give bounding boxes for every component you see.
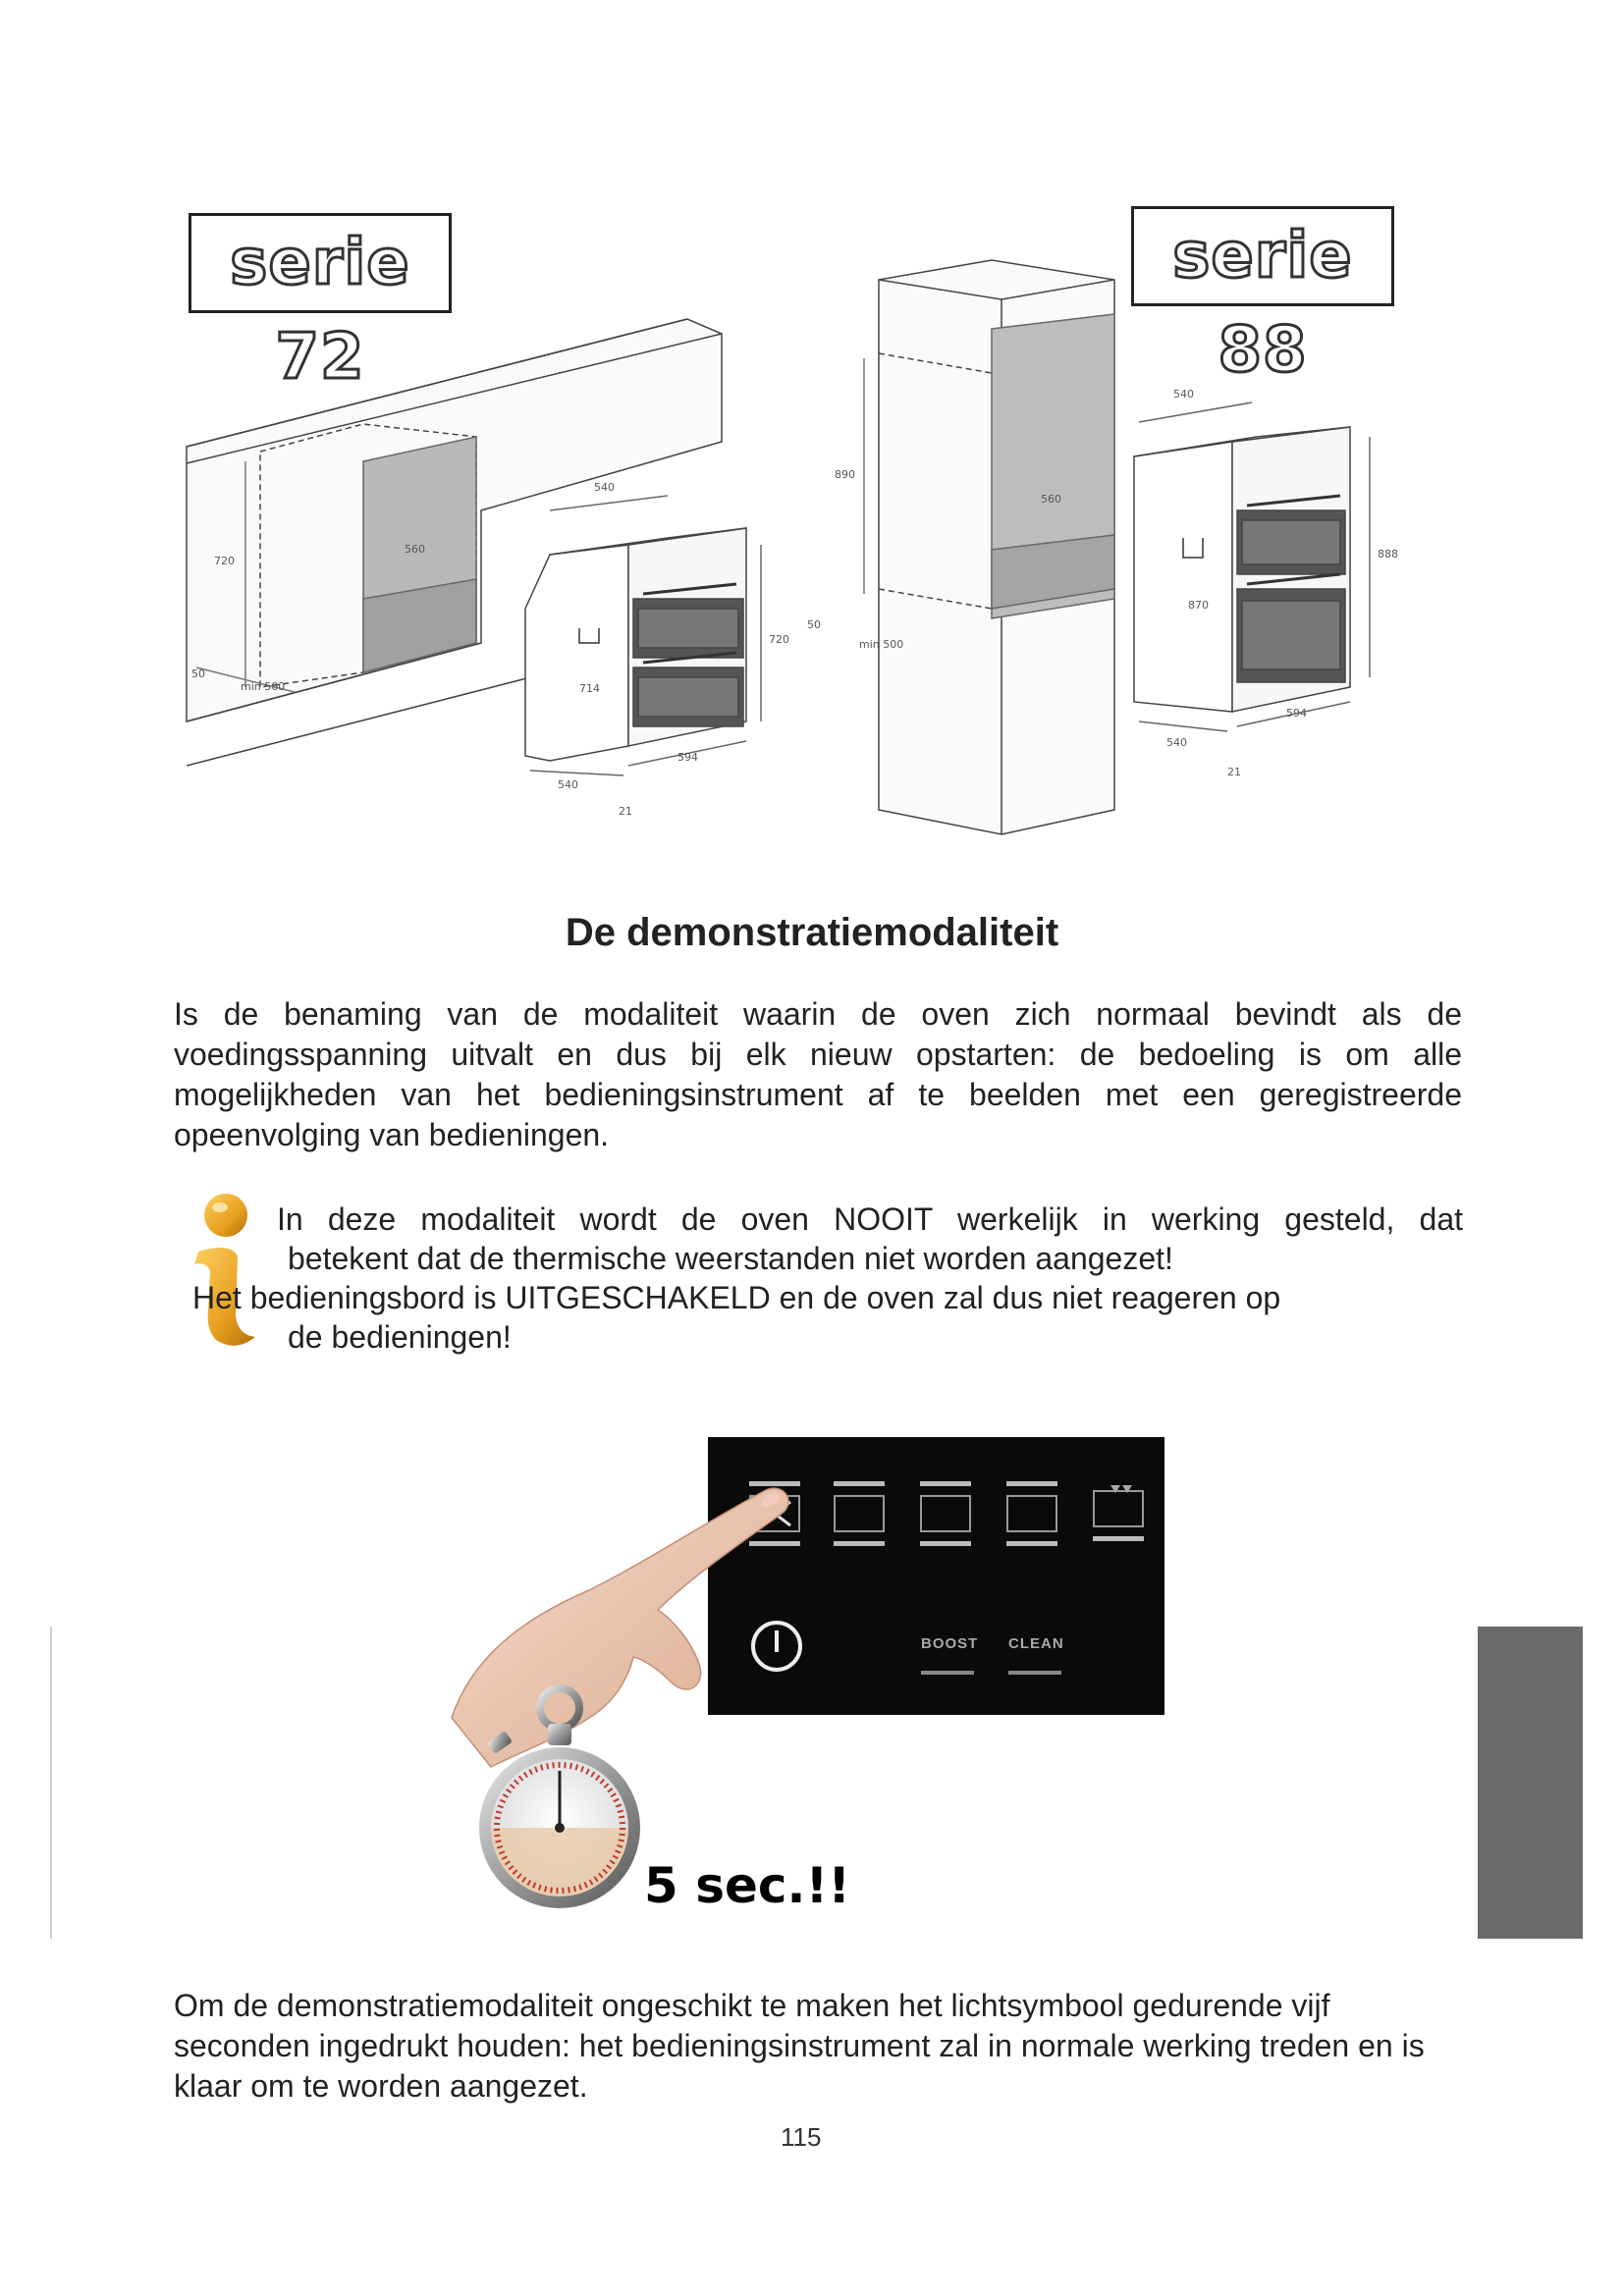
dim-label: 540: [558, 778, 578, 791]
dim-label: 560: [1041, 493, 1061, 506]
function-key-5[interactable]: [1093, 1481, 1144, 1541]
info-note-line: Het bedieningsbord is UITGESCHAKELD en de oven zal dus niet reageren op: [192, 1280, 1281, 1315]
function-key-4[interactable]: [1006, 1481, 1057, 1546]
section-title: De demonstratiemodaliteit: [565, 911, 1059, 954]
info-note-line: betekent dat de thermische weerstanden niet worden aangezet!: [288, 1241, 1173, 1276]
function-key-3[interactable]: [920, 1481, 971, 1546]
intro-paragraph: Is de benaming van de modaliteit waarin de oven zich normaal bevindt als de voedingsspanning uitvalt en dus bij elk nieuw opstarten: de bedoeling is om alle mogelijkheden van het bedieningsinstrument af te beelden met een geregistreerde opeenvolging van bedieningen.: [174, 996, 1462, 1152]
timer-label: 5 sec.!!: [644, 1857, 851, 1914]
clean-key[interactable]: [1008, 1671, 1061, 1675]
page-number: 115: [781, 2122, 822, 2152]
boost-label: BOOST: [921, 1635, 979, 1652]
series-88-label: serie 88: [1131, 206, 1394, 306]
function-key-2[interactable]: [834, 1481, 885, 1546]
closing-paragraph: Om de demonstratiemodaliteit ongeschikt te maken het lichtsymbool gedurende vijf seconden ingedrukt houden: het bedieningsinstrument zal in normale werking treden en is klaar om te worden aangezet.: [174, 1988, 1425, 2104]
info-note: [192, 1200, 1463, 1357]
series-72-label: serie 72: [189, 213, 452, 313]
boost-key[interactable]: [921, 1671, 974, 1675]
dim-label: 50: [807, 618, 821, 631]
clean-label: CLEAN: [1008, 1635, 1064, 1652]
oven-installation-diagram: [0, 0, 1624, 864]
down-arrows-icon: [1093, 1479, 1144, 1499]
dim-label: 540: [1173, 388, 1194, 400]
dim-label: 21: [1227, 766, 1241, 778]
dim-label: 594: [1286, 707, 1307, 720]
dim-label: 540: [1166, 736, 1187, 749]
dim-label: 50: [191, 667, 205, 680]
dim-label: min 500: [859, 638, 904, 651]
stopwatch-icon: [471, 1681, 648, 1916]
dim-label: 720: [769, 633, 789, 646]
left-margin-rule: [50, 1627, 52, 1939]
dim-label: 720: [214, 555, 235, 567]
dim-label: 870: [1188, 599, 1209, 612]
chapter-side-tab: [1478, 1627, 1583, 1939]
dim-label: 714: [579, 682, 600, 695]
info-note-line: In deze modaliteit wordt de oven NOOIT werkelijk in werking gesteld, dat: [277, 1201, 1463, 1237]
dim-label: 560: [405, 543, 425, 556]
dim-label: 888: [1378, 548, 1398, 561]
dim-label: min 500: [241, 680, 286, 693]
info-note-line: de bedieningen!: [288, 1319, 512, 1355]
dim-label: 21: [619, 805, 632, 818]
dim-label: 890: [835, 468, 855, 481]
dim-label: 540: [594, 481, 615, 494]
dim-label: 594: [677, 751, 698, 764]
